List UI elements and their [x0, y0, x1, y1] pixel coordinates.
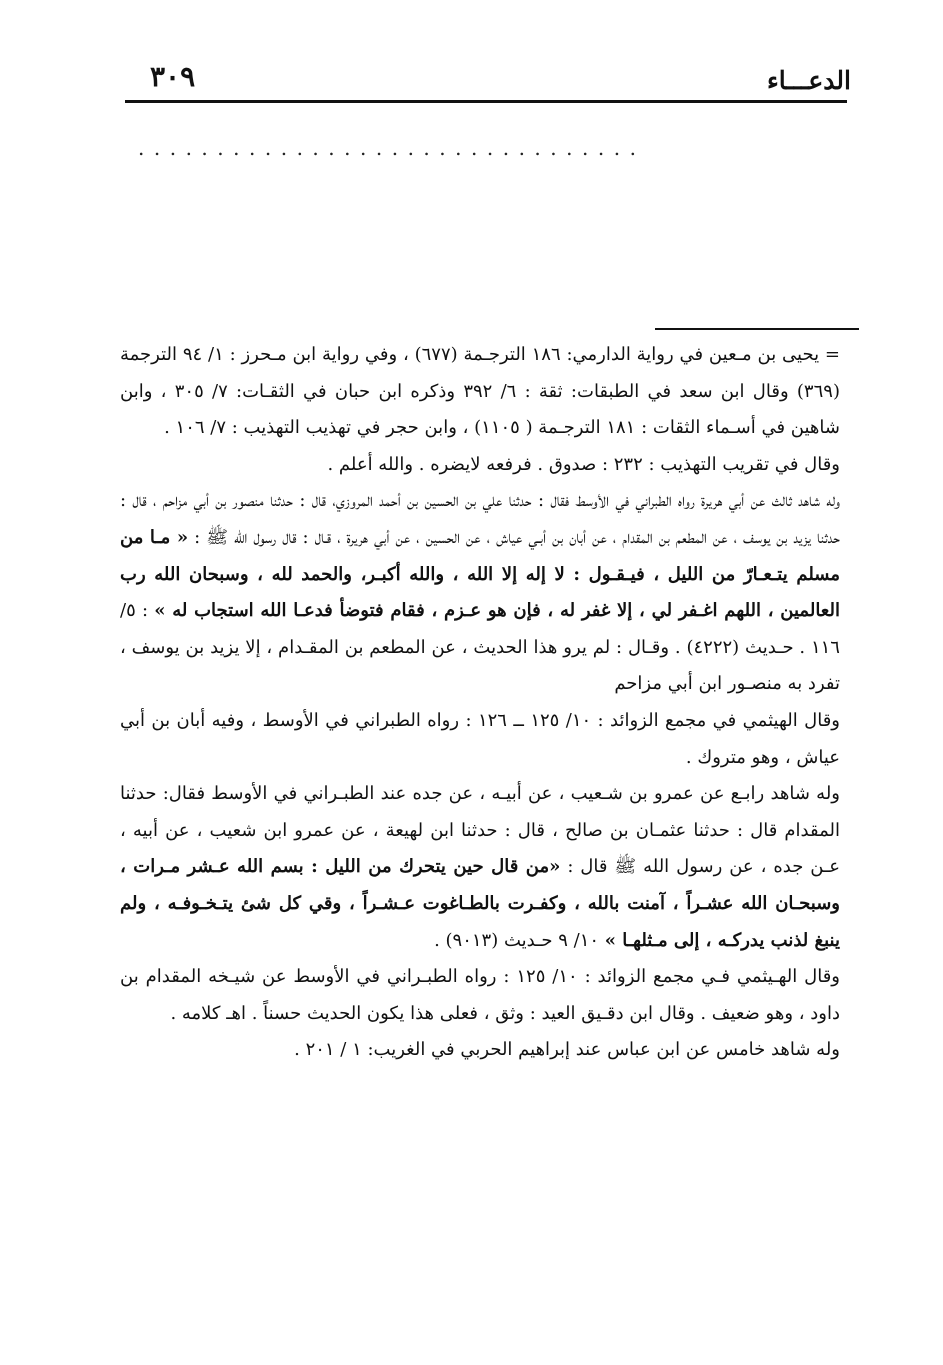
paragraph-5-text-b: ١٠/ ٩ حـديث (٩٠١٣) .	[434, 929, 600, 951]
paragraph-3-text-a: وله شاهد ثالث عن أبي هريرة رواه الطبراني في الأوسط فقال : حدثنا علي بن الحسين بن أحمد المروزي، قال : حدثنا منصور بن أبي مزاحم ، قال : حدثنا يزيد بن يوسف ، عن المطعم بن المقدام ، عن أبان بن أبـي عياش ، عن الحسين ، عن أبي هريرة ، قـال : قال رسول الله ﷺ :	[120, 490, 840, 548]
dotted-separator: ................................	[138, 136, 646, 160]
hadith-quote-1: « مـا من مسلم يتـعـارّ من الليل ، فيـقـول : لا إله إلا الله ، والله أكبـر، والحمد لله ، وسبحان الله رب العالمين ، اللهم اغـفر لي ، إلا غفر له ، فإن هو عـزم ، فقام فتوضأ فدعـا الله استجاب له »	[120, 526, 840, 622]
footnote-paragraph-5	[120, 776, 840, 959]
hadith-quote-2: «من قال حين يتحرك من الليل : بسم الله عـشر مـرات ، وسبحـان الله عشـراً ، آمنت بالله ، وكفـرت بالطـاغوت عـشـراً ، وقي كل شئ يتـخـوفـه ، ولم ينبغ لذنب يدركـه ، إلى مـثلهـا »	[120, 856, 840, 951]
paragraph-3-text-b: : ٥/ ١١٦ . حـديث (٤٢٢٢) . وقـال : لم يرو هذا الحديث ، عن المطعم بن المقـدام ، إلا يزيد بن يوسف ، تفرد به منصـور ابن أبي مزاحم	[120, 600, 840, 695]
footnote-paragraph-4: وقال الهيثمي في مجمع الزوائد : ١٠/ ١٢٥ ــ ١٢٦ : رواه الطبراني في الأوسط ، وفيه أبان بن أبي عياش ، وهو متروك .	[120, 709, 840, 768]
page-number: ٣٠٩	[150, 60, 196, 93]
footnote-paragraph-1: = يحيى بن مـعين في رواية الدارمي: ١٨٦ الترجـمة (٦٧٧) ، وفي رواية ابن مـحرز : ١/ ٩٤ الترجمة (٣٦٩) وقال ابن سعد في الطبقات: ثقة : ٦/ ٣٩٢ وذكره ابن حبان في الثقـات: ٧/ ٣٠٥ ، وابن شاهين في أسـماء الثقات : ١٨١ الترجـمة ( ١١٠٥) ، وابن حجر في تهذيب التهذيب : ٧/ ١٠٦ .	[120, 344, 840, 439]
paragraph-5-text-a: وله شاهد رابـع عن عمرو بن شـعيب ، عن أبيـه ، عن جده عند الطبـراني في الأوسط فقال: حدثنا المقدام قال : حدثنا عثمـان بن صالح ، قال : حدثنا ابن لهيعة ، عن عمرو ابن شعيب ، عن أبيه ، عـن جده ، عن رسول الله ﷺ قال :	[120, 783, 840, 878]
footnote-paragraph-2: وقال في تقريب التهذيب : ٢٣٢ : صدوق . فرفعه لايضره . والله أعلم .	[327, 453, 840, 475]
footnote-block	[120, 337, 840, 1069]
header-rule	[125, 100, 847, 103]
footnote-paragraph-3	[120, 483, 840, 703]
footnote-rule	[655, 328, 859, 330]
running-head-title: الدعـــاء	[767, 66, 851, 95]
footnote-paragraph-7: وله شاهد خامس عن ابن عباس عند إبراهيم الحربي في الغريب: ١ / ٢٠١ .	[294, 1039, 840, 1061]
footnote-paragraph-6: وقال الهـيثمي فـي مجمع الزوائد : ١٠/ ١٢٥ : رواه الطبـراني في الأوسط عن شيـخه المقدام بن داود ، وهو ضعيف . وقال ابن دقـيق العيد : وثق ، فعلى هذا يكون الحديث حسناً . اهـ كلامه .	[120, 966, 840, 1024]
